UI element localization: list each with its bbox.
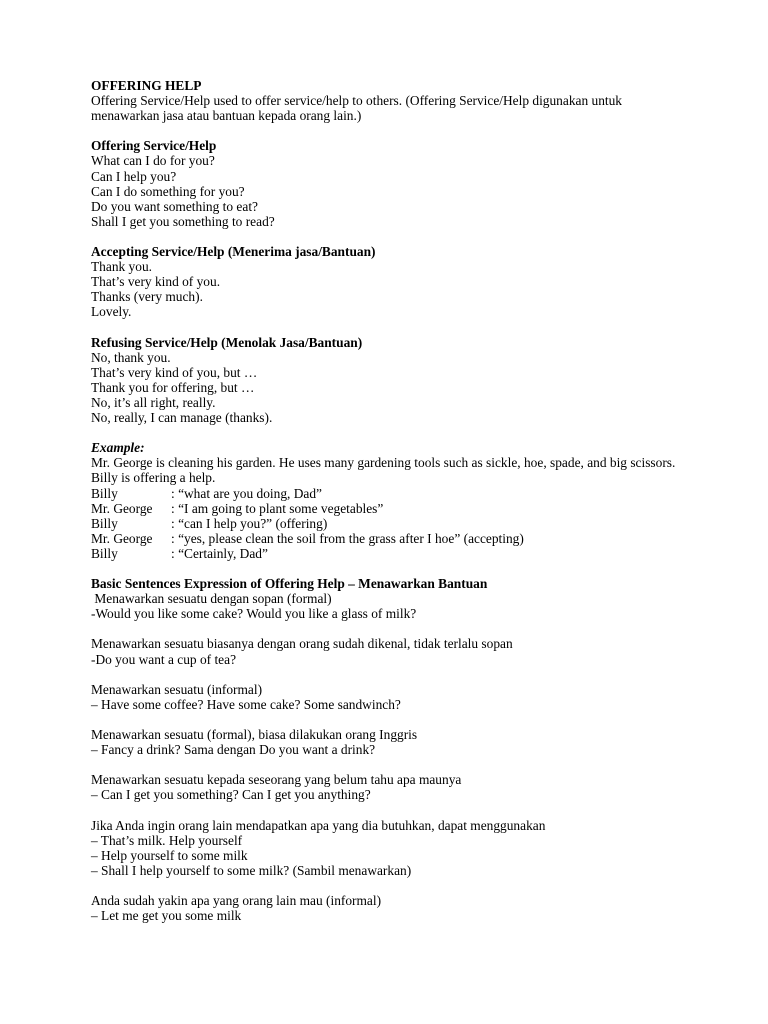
- basic-line: Menawarkan sesuatu dengan sopan (formal): [91, 591, 332, 607]
- basic-group: [91, 682, 691, 712]
- basic-line: -Do you want a cup of tea?: [91, 651, 237, 667]
- basic-line: Menawarkan sesuatu (formal), biasa dilakukan orang Inggris: [91, 727, 418, 743]
- document-title: OFFERING HELP: [91, 78, 202, 93]
- offering-item: Shall I get you something to read?: [91, 213, 275, 229]
- example-heading: Example:: [91, 440, 145, 456]
- basic-group: [91, 591, 691, 621]
- basic-line: Jika Anda ingin orang lain mendapatkan apa yang dia butuhkan, dapat menggunakan: [91, 817, 546, 833]
- example-paragraph: Mr. George is cleaning his garden. He uses many gardening tools such as sickle, hoe, spade, and big scissors. Billy is offering a help.: [91, 455, 676, 486]
- dialogue-text: : “Certainly, Dad”: [171, 545, 268, 561]
- basic-heading: Basic Sentences Expression of Offering Help – Menawarkan Bantuan: [91, 576, 488, 592]
- accepting-item: That’s very kind of you.: [91, 274, 221, 290]
- document-body: [91, 78, 691, 923]
- dialogue-speaker: Billy: [91, 515, 118, 531]
- offering-item: Do you want something to eat?: [91, 198, 258, 214]
- dialogue-row: [91, 516, 691, 531]
- refusing-item: Thank you for offering, but …: [91, 379, 255, 395]
- dialogue: [91, 486, 691, 561]
- basic-line: – Shall I help yourself to some milk? (Sambil menawarkan): [91, 862, 412, 878]
- basic-line: – Have some coffee? Have some cake? Some sandwinch?: [91, 696, 401, 712]
- dialogue-text: : “I am going to plant some vegetables”: [171, 500, 384, 516]
- refusing-list: [91, 350, 691, 425]
- basic-line: – Let me get you some milk: [91, 908, 242, 924]
- dialogue-text: : “what are you doing, Dad”: [171, 485, 322, 501]
- refusing-heading: Refusing Service/Help (Menolak Jasa/Bantuan): [91, 334, 363, 350]
- basic-group: [91, 893, 691, 923]
- dialogue-row: [91, 546, 691, 561]
- refusing-item: No, really, I can manage (thanks).: [91, 410, 273, 426]
- basic-line: – Help yourself to some milk: [91, 847, 248, 863]
- basic-line: – That’s milk. Help yourself: [91, 832, 243, 848]
- basic-line: – Fancy a drink? Sama dengan Do you want a drink?: [91, 742, 376, 758]
- refusing-item: No, thank you.: [91, 349, 171, 365]
- basic-line: Menawarkan sesuatu kepada seseorang yang belum tahu apa maunya: [91, 772, 462, 788]
- offering-heading: Offering Service/Help: [91, 138, 217, 154]
- basic-group: [91, 818, 691, 878]
- basic-line: Menawarkan sesuatu (informal): [91, 681, 263, 697]
- accepting-item: Thank you.: [91, 259, 152, 275]
- dialogue-text: : “can I help you?” (offering): [171, 515, 328, 531]
- offering-item: Can I do something for you?: [91, 183, 245, 199]
- accepting-heading: Accepting Service/Help (Menerima jasa/Bantuan): [91, 244, 376, 260]
- basic-line: – Can I get you something? Can I get you anything?: [91, 787, 371, 803]
- accepting-list: [91, 259, 691, 319]
- basic-group: [91, 636, 691, 666]
- dialogue-speaker: Billy: [91, 485, 118, 501]
- basic-group: [91, 727, 691, 757]
- offering-item: What can I do for you?: [91, 153, 215, 169]
- dialogue-row: [91, 486, 691, 501]
- basic-line: -Would you like some cake? Would you like a glass of milk?: [91, 606, 417, 622]
- accepting-item: Thanks (very much).: [91, 289, 203, 305]
- intro-paragraph: Offering Service/Help used to offer service/help to others. (Offering Service/Help digunakan untuk menawarkan jasa atau bantuan kepada orang lain.): [91, 93, 623, 124]
- offering-list: [91, 153, 691, 228]
- dialogue-row: [91, 531, 691, 546]
- dialogue-text: : “yes, please clean the soil from the grass after I hoe” (accepting): [171, 530, 524, 546]
- basic-group: [91, 772, 691, 802]
- dialogue-row: [91, 501, 691, 516]
- refusing-item: That’s very kind of you, but …: [91, 364, 258, 380]
- refusing-item: No, it’s all right, really.: [91, 394, 216, 410]
- dialogue-speaker: Mr. George: [91, 500, 153, 516]
- dialogue-speaker: Mr. George: [91, 530, 153, 546]
- offering-item: Can I help you?: [91, 168, 177, 184]
- basic-line: Anda sudah yakin apa yang orang lain mau (informal): [91, 893, 382, 909]
- basic-line: Menawarkan sesuatu biasanya dengan orang sudah dikenal, tidak terlalu sopan: [91, 636, 513, 652]
- dialogue-speaker: Billy: [91, 545, 118, 561]
- accepting-item: Lovely.: [91, 304, 132, 320]
